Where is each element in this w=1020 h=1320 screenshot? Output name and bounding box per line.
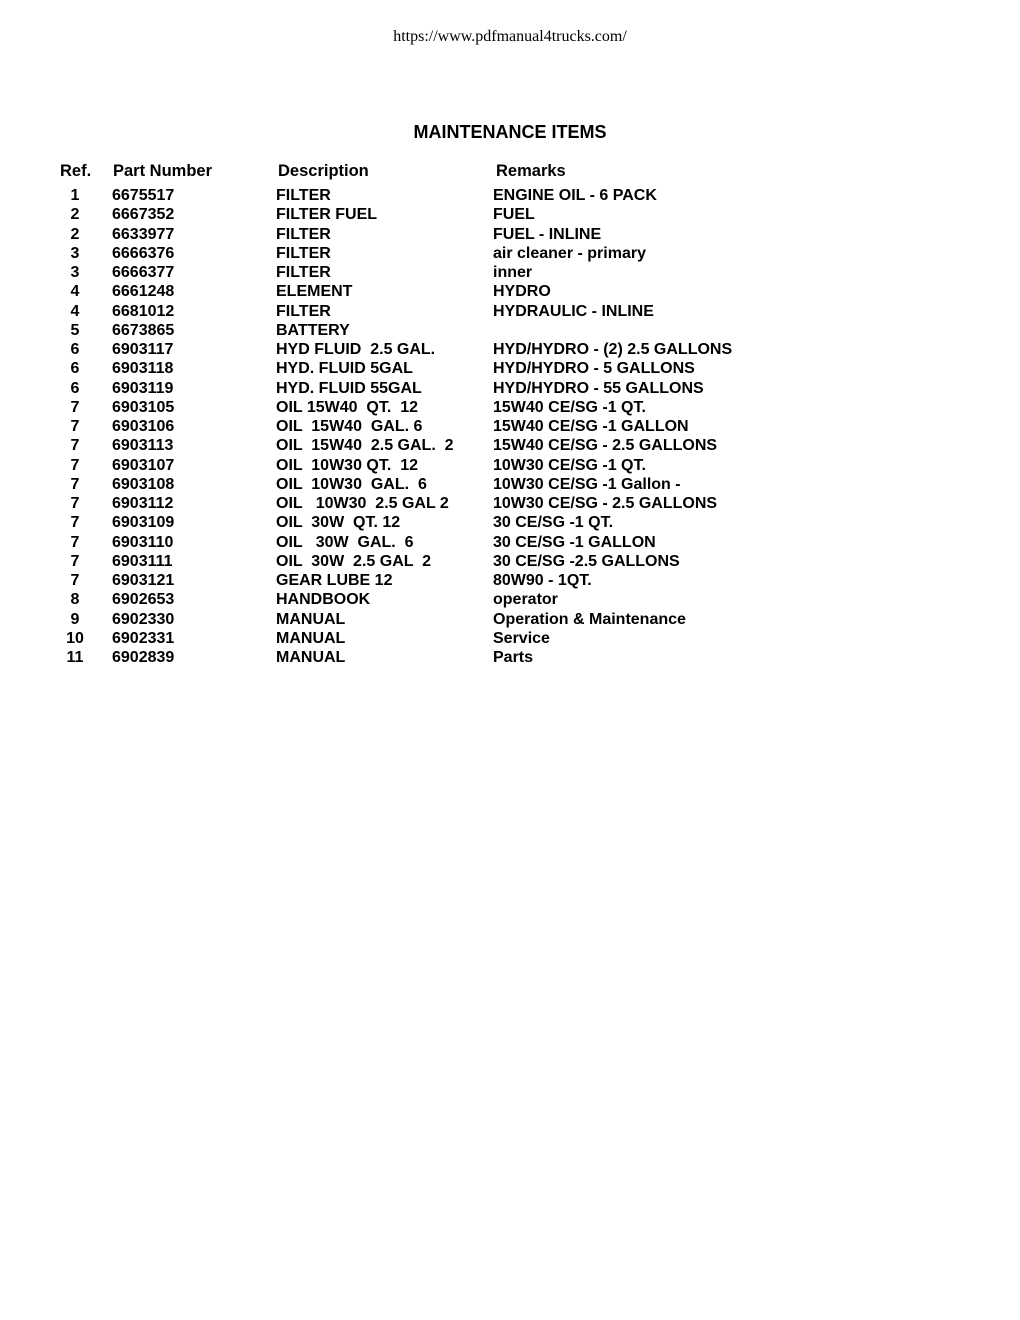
part-number-cell: 6666376 (112, 244, 175, 262)
remarks-cell: 30 CE/SG -1 QT. (493, 514, 614, 532)
remarks-cell: ENGINE OIL - 6 PACK (493, 187, 657, 204)
part-number-cell: 6903109 (112, 514, 175, 532)
maintenance-items-table (0, 160, 1020, 667)
part-number-cell: 6902839 (112, 649, 175, 666)
remarks-cell: operator (493, 591, 558, 609)
table-row (0, 340, 1020, 359)
part-number-cell: 6675517 (112, 187, 175, 204)
table-row (0, 475, 1020, 494)
table-row (0, 571, 1020, 590)
description-cell: OIL 10W30 QT. 12 (276, 456, 418, 474)
table-row (0, 282, 1020, 301)
remarks-cell: 80W90 - 1QT. (493, 572, 592, 589)
table-row (0, 417, 1020, 436)
part-number-cell: 6673865 (112, 321, 175, 339)
part-number-cell: 6903119 (112, 379, 174, 397)
part-number-cell: 6903105 (112, 398, 175, 416)
remarks-cell: HYD/HYDRO - (2) 2.5 GALLONS (493, 341, 733, 358)
part-number-cell: 6903108 (112, 475, 175, 493)
column-header-ref: Ref. (60, 162, 92, 180)
table-row (0, 244, 1020, 263)
remarks-cell: inner (493, 264, 533, 281)
description-cell: OIL 10W30 2.5 GAL 2 (276, 495, 449, 512)
part-number-cell: 6903107 (112, 456, 175, 474)
description-cell: OIL 30W QT. 12 (276, 514, 401, 532)
description-cell: FILTER FUEL (276, 206, 378, 224)
remarks-cell: HYDRAULIC - INLINE (493, 302, 654, 320)
part-number-cell: 6661248 (112, 283, 175, 301)
table-row (0, 456, 1020, 475)
description-cell: MANUAL (276, 610, 346, 628)
ref-cell: 2 (70, 206, 80, 224)
part-number-cell: 6903106 (112, 418, 175, 435)
table-row (0, 379, 1020, 398)
description-cell: FILTER (276, 302, 331, 320)
remarks-cell: Parts (493, 649, 534, 666)
ref-cell: 7 (70, 533, 80, 551)
remarks-cell: HYDRO (493, 283, 551, 301)
description-cell: FILTER (276, 187, 331, 204)
remarks-cell: HYD/HYDRO - 5 GALLONS (493, 360, 695, 378)
table-row (0, 398, 1020, 417)
source-url: https://www.pdfmanual4trucks.com/ (393, 28, 627, 45)
description-cell: OIL 30W GAL. 6 (276, 533, 414, 551)
ref-cell: 7 (70, 495, 80, 512)
ref-cell: 1 (70, 187, 80, 204)
description-cell: FILTER (276, 244, 331, 262)
ref-cell: 8 (70, 591, 80, 609)
column-header-remarks: Remarks (496, 162, 566, 180)
ref-cell: 6 (70, 360, 80, 378)
table-body (0, 186, 1020, 667)
part-number-cell: 6903117 (112, 341, 174, 358)
part-number-cell: 6903110 (112, 533, 174, 551)
part-number-cell: 6902331 (112, 629, 175, 647)
description-cell: OIL 15W40 2.5 GAL. 2 (276, 437, 454, 455)
part-number-cell: 6902330 (112, 610, 175, 628)
ref-cell: 6 (70, 379, 80, 397)
ref-cell: 7 (70, 398, 80, 416)
description-cell: HYD. FLUID 5GAL (276, 360, 413, 378)
part-number-cell: 6903121 (112, 572, 175, 589)
part-number-cell: 6902653 (112, 591, 175, 609)
description-cell: MANUAL (276, 649, 346, 666)
ref-cell: 3 (70, 244, 80, 262)
ref-cell: 7 (70, 552, 80, 570)
part-number-cell: 6666377 (112, 264, 175, 281)
remarks-cell: 10W30 CE/SG -1 Gallon - (493, 475, 681, 493)
remarks-cell: HYD/HYDRO - 55 GALLONS (493, 379, 704, 397)
table-row (0, 610, 1020, 629)
description-cell: BATTERY (276, 321, 350, 339)
ref-cell: 10 (66, 629, 84, 647)
remarks-cell: Operation & Maintenance (493, 610, 686, 628)
ref-cell: 7 (70, 572, 80, 589)
description-cell: ELEMENT (276, 283, 353, 301)
ref-cell: 2 (70, 225, 80, 243)
table-row (0, 590, 1020, 609)
part-number-cell: 6903111 (112, 552, 173, 570)
column-header-description: Description (278, 162, 369, 180)
remarks-cell: Service (493, 629, 550, 647)
remarks-cell: FUEL - INLINE (493, 225, 602, 243)
ref-cell: 9 (70, 610, 80, 628)
table-row (0, 359, 1020, 378)
remarks-cell: FUEL (493, 206, 535, 224)
table-row (0, 186, 1020, 205)
ref-cell: 4 (70, 302, 80, 320)
table-row (0, 629, 1020, 648)
ref-cell: 7 (70, 514, 80, 532)
part-number-cell: 6903118 (112, 360, 174, 378)
remarks-cell: 30 CE/SG -1 GALLON (493, 533, 656, 551)
table-row (0, 648, 1020, 667)
ref-cell: 7 (70, 475, 80, 493)
ref-cell: 3 (70, 264, 80, 281)
description-cell: OIL 10W30 GAL. 6 (276, 475, 427, 493)
part-number-cell: 6667352 (112, 206, 175, 224)
part-number-cell: 6903113 (112, 437, 174, 455)
table-row (0, 552, 1020, 571)
table-row (0, 321, 1020, 340)
remarks-cell: 15W40 CE/SG -1 GALLON (493, 418, 689, 435)
part-number-cell: 6681012 (112, 302, 175, 320)
ref-cell: 7 (70, 437, 80, 455)
remarks-cell: 10W30 CE/SG -1 QT. (493, 456, 646, 474)
table-row (0, 513, 1020, 532)
remarks-cell: air cleaner - primary (493, 244, 646, 262)
description-cell: OIL 15W40 GAL. 6 (276, 418, 423, 435)
description-cell: GEAR LUBE 12 (276, 572, 393, 589)
table-row (0, 494, 1020, 513)
ref-cell: 11 (66, 649, 84, 666)
remarks-cell: 15W40 CE/SG - 2.5 GALLONS (493, 437, 718, 455)
page-title: MAINTENANCE ITEMS (413, 122, 607, 142)
description-cell: FILTER (276, 225, 331, 243)
description-cell: HYD. FLUID 55GAL (276, 379, 422, 397)
part-number-cell: 6903112 (112, 495, 174, 512)
ref-cell: 7 (70, 418, 80, 435)
column-header-part-number: Part Number (113, 162, 213, 180)
ref-cell: 6 (70, 341, 80, 358)
remarks-cell: 30 CE/SG -2.5 GALLONS (493, 552, 680, 570)
table-row (0, 302, 1020, 321)
description-cell: OIL 30W 2.5 GAL 2 (276, 552, 432, 570)
description-cell: OIL 15W40 QT. 12 (276, 398, 418, 416)
description-cell: FILTER (276, 264, 331, 281)
description-cell: MANUAL (276, 629, 346, 647)
part-number-cell: 6633977 (112, 225, 175, 243)
ref-cell: 4 (70, 283, 80, 301)
table-row (0, 225, 1020, 244)
description-cell: HANDBOOK (276, 591, 371, 609)
remarks-cell: 10W30 CE/SG - 2.5 GALLONS (493, 495, 718, 512)
table-row (0, 436, 1020, 455)
description-cell: HYD FLUID 2.5 GAL. (276, 341, 436, 358)
ref-cell: 5 (70, 321, 80, 339)
table-header-row (0, 160, 1020, 186)
table-row (0, 205, 1020, 224)
ref-cell: 7 (70, 456, 80, 474)
table-row (0, 263, 1020, 282)
table-row (0, 533, 1020, 552)
remarks-cell: 15W40 CE/SG -1 QT. (493, 398, 646, 416)
